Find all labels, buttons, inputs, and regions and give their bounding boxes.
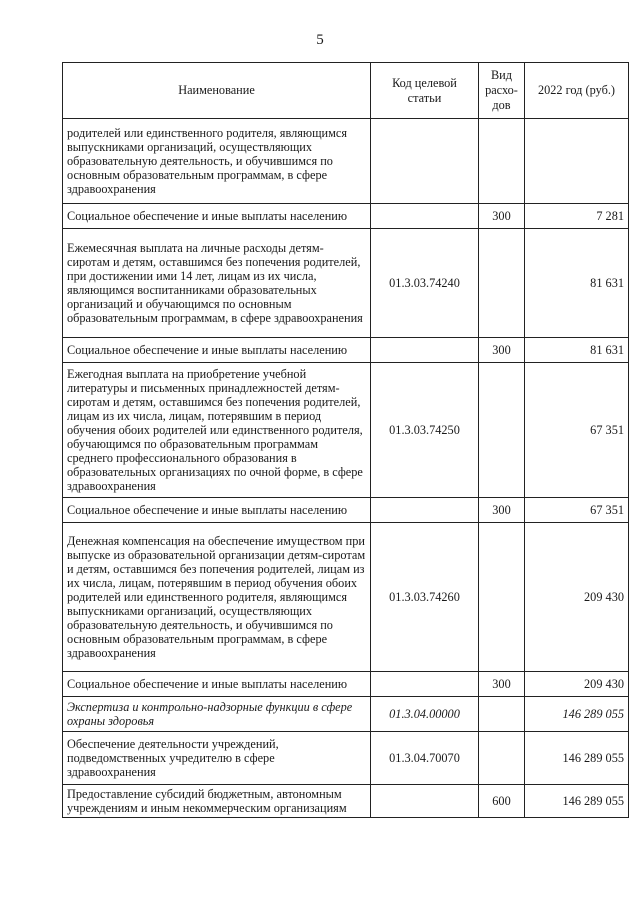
row-code (371, 672, 479, 697)
table-row (63, 672, 629, 697)
budget-table (62, 62, 629, 818)
row-name: Социальное обеспечение и иные выплаты населению (63, 498, 371, 523)
row-vid (479, 697, 525, 732)
row-code (371, 119, 479, 204)
row-name: Ежегодная выплата на приобретение учебной литературы и письменных принадлежностей детям-сиротам и детям, оставшимся без попечения родителей, лицам из их числа, лицам, потерявшим в период обучения обоих родителей или единственного родителя, обучающимся по образовательным программам среднего профессионального образования в образовательных организациях по очной форме, в сфере здравоохранения (63, 363, 371, 498)
row-name: Экспертиза и контрольно-надзорные функции в сфере охраны здоровья (63, 697, 371, 732)
table-row (63, 204, 629, 229)
header-vid: Вид расхо-дов (479, 63, 525, 119)
row-code (371, 785, 479, 818)
row-amount: 67 351 (525, 363, 629, 498)
row-amount: 146 289 055 (525, 785, 629, 818)
row-code: 01.3.03.74240 (371, 229, 479, 338)
row-amount: 81 631 (525, 229, 629, 338)
row-name: Денежная компенсация на обеспечение имуществом при выпуске из образовательной организации детям-сиротам и детям, оставшимся без попечения родителей, лицам из их числа, лицам, потерявшим в период обучения обоих родителей или единственного родителя, являющимся выпускниками организаций, осуществляющих образовательную деятельность, и обучившимся по основным образовательным программам, в сфере здравоохранения (63, 523, 371, 672)
row-code: 01.3.04.70070 (371, 732, 479, 785)
row-amount: 7 281 (525, 204, 629, 229)
table-header-row (63, 63, 629, 119)
row-code: 01.3.04.00000 (371, 697, 479, 732)
row-name: родителей или единственного родителя, являющимся выпускниками организаций, осуществляющих образовательную деятельность, и обучившимся по основным образовательным программам, в сфере здравоохранения (63, 119, 371, 204)
row-vid (479, 523, 525, 672)
row-vid: 300 (479, 204, 525, 229)
row-code (371, 204, 479, 229)
row-name: Обеспечение деятельности учреждений, подведомственных учредителю в сфере здравоохранения (63, 732, 371, 785)
row-vid (479, 363, 525, 498)
row-vid (479, 732, 525, 785)
table-row (63, 498, 629, 523)
table-row (63, 732, 629, 785)
table-row (63, 338, 629, 363)
row-amount: 209 430 (525, 523, 629, 672)
row-code (371, 498, 479, 523)
row-vid: 300 (479, 672, 525, 697)
table-row (63, 363, 629, 498)
header-code: Код целевой статьи (371, 63, 479, 119)
row-name: Социальное обеспечение и иные выплаты населению (63, 204, 371, 229)
row-amount: 146 289 055 (525, 732, 629, 785)
row-amount: 81 631 (525, 338, 629, 363)
table-row (63, 523, 629, 672)
row-vid: 600 (479, 785, 525, 818)
table-row (63, 785, 629, 818)
page-number: 5 (316, 32, 324, 48)
row-vid: 300 (479, 498, 525, 523)
row-name: Ежемесячная выплата на личные расходы детям-сиротам и детям, оставшимся без попечения родителей, при достижении ими 14 лет, лицам из их числа, являющимся воспитанниками образовательных организаций и обучающимся по основным образовательным программам, в сфере здравоохранения (63, 229, 371, 338)
table-row (63, 229, 629, 338)
row-name: Предоставление субсидий бюджетным, автономным учреждениям и иным некоммерческим организациям (63, 785, 371, 818)
row-vid: 300 (479, 338, 525, 363)
row-amount (525, 119, 629, 204)
header-amount: 2022 год (руб.) (525, 63, 629, 119)
row-vid (479, 229, 525, 338)
row-amount: 67 351 (525, 498, 629, 523)
row-code: 01.3.03.74250 (371, 363, 479, 498)
row-name: Социальное обеспечение и иные выплаты населению (63, 338, 371, 363)
row-code (371, 338, 479, 363)
row-amount: 146 289 055 (525, 697, 629, 732)
row-vid (479, 119, 525, 204)
table-row (63, 697, 629, 732)
header-name: Наименование (63, 63, 371, 119)
row-amount: 209 430 (525, 672, 629, 697)
row-name: Социальное обеспечение и иные выплаты населению (63, 672, 371, 697)
row-code: 01.3.03.74260 (371, 523, 479, 672)
table-row (63, 119, 629, 204)
